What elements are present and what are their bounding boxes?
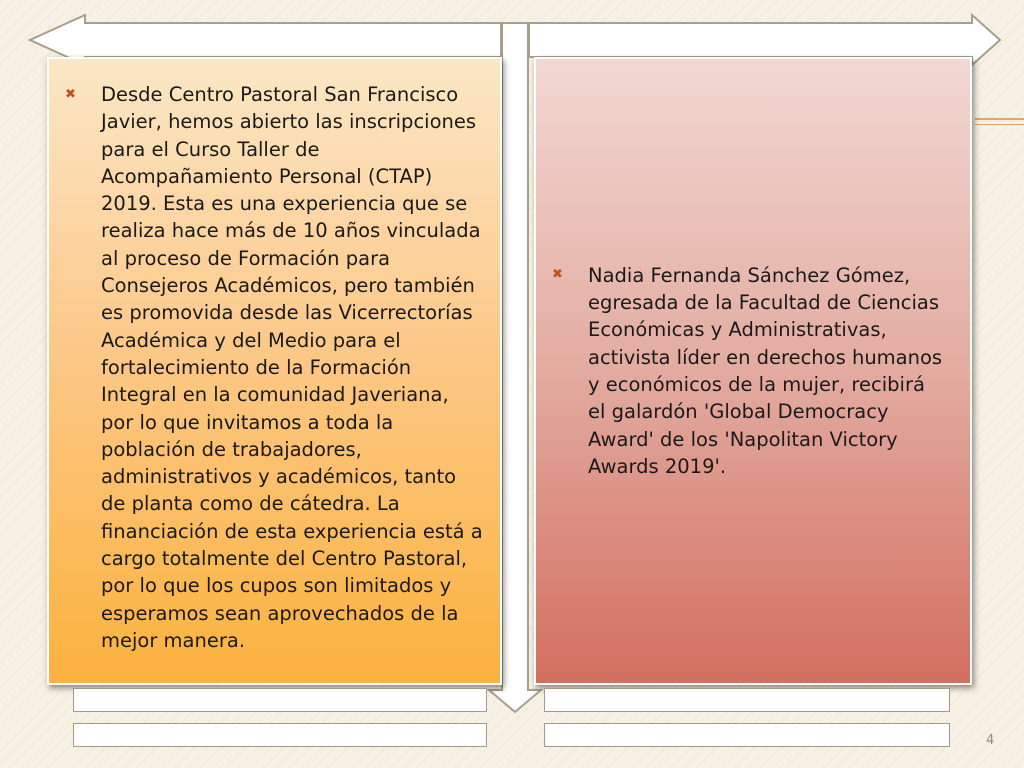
right-text-box (534, 57, 972, 685)
left-text-box (47, 57, 502, 685)
x-bullet-icon: ✖ (552, 266, 563, 282)
bottom-bar-left-1 (73, 688, 487, 712)
bottom-bar-left-2 (73, 723, 487, 747)
bottom-bar-right-1 (544, 688, 950, 712)
page-number: 4 (986, 733, 995, 748)
right-bullet (552, 262, 944, 480)
bottom-bar-right-2 (544, 723, 950, 747)
left-bullet-text: Desde Centro Pastoral San Francisco Javier, hemos abierto las inscripciones para el Curso Taller de Acompañamiento Personal (CTAP) 2019. Esta es una experiencia que se realiza hace más de 10 años vinculada al proceso de Formación para Consejeros Académicos, pero también es promovida desde las Vicerrectorías Académica y del Medio para el fortalecimiento de la Formación Integral en la comunidad Javeriana, por lo que invitamos a toda la población de trabajadores, administrativos y académicos, tanto de planta como de cátedra. La financiación de esta experiencia está a cargo totalmente del Centro Pastoral, por lo que los cupos son limitados y esperamos sean aprovechados de la mejor manera. (101, 83, 483, 652)
x-bullet-icon: ✖ (65, 87, 76, 102)
right-bullet-text: Nadia Fernanda Sánchez Gómez, egresada de la Facultad de Ciencias Económicas y Administrativas, activista líder en derechos humanos y económicos de la mujer, recibirá el galardón 'Global Democracy Award' de los 'Napolitan Victory Awards 2019'. (588, 263, 943, 478)
left-bullet (65, 81, 486, 654)
